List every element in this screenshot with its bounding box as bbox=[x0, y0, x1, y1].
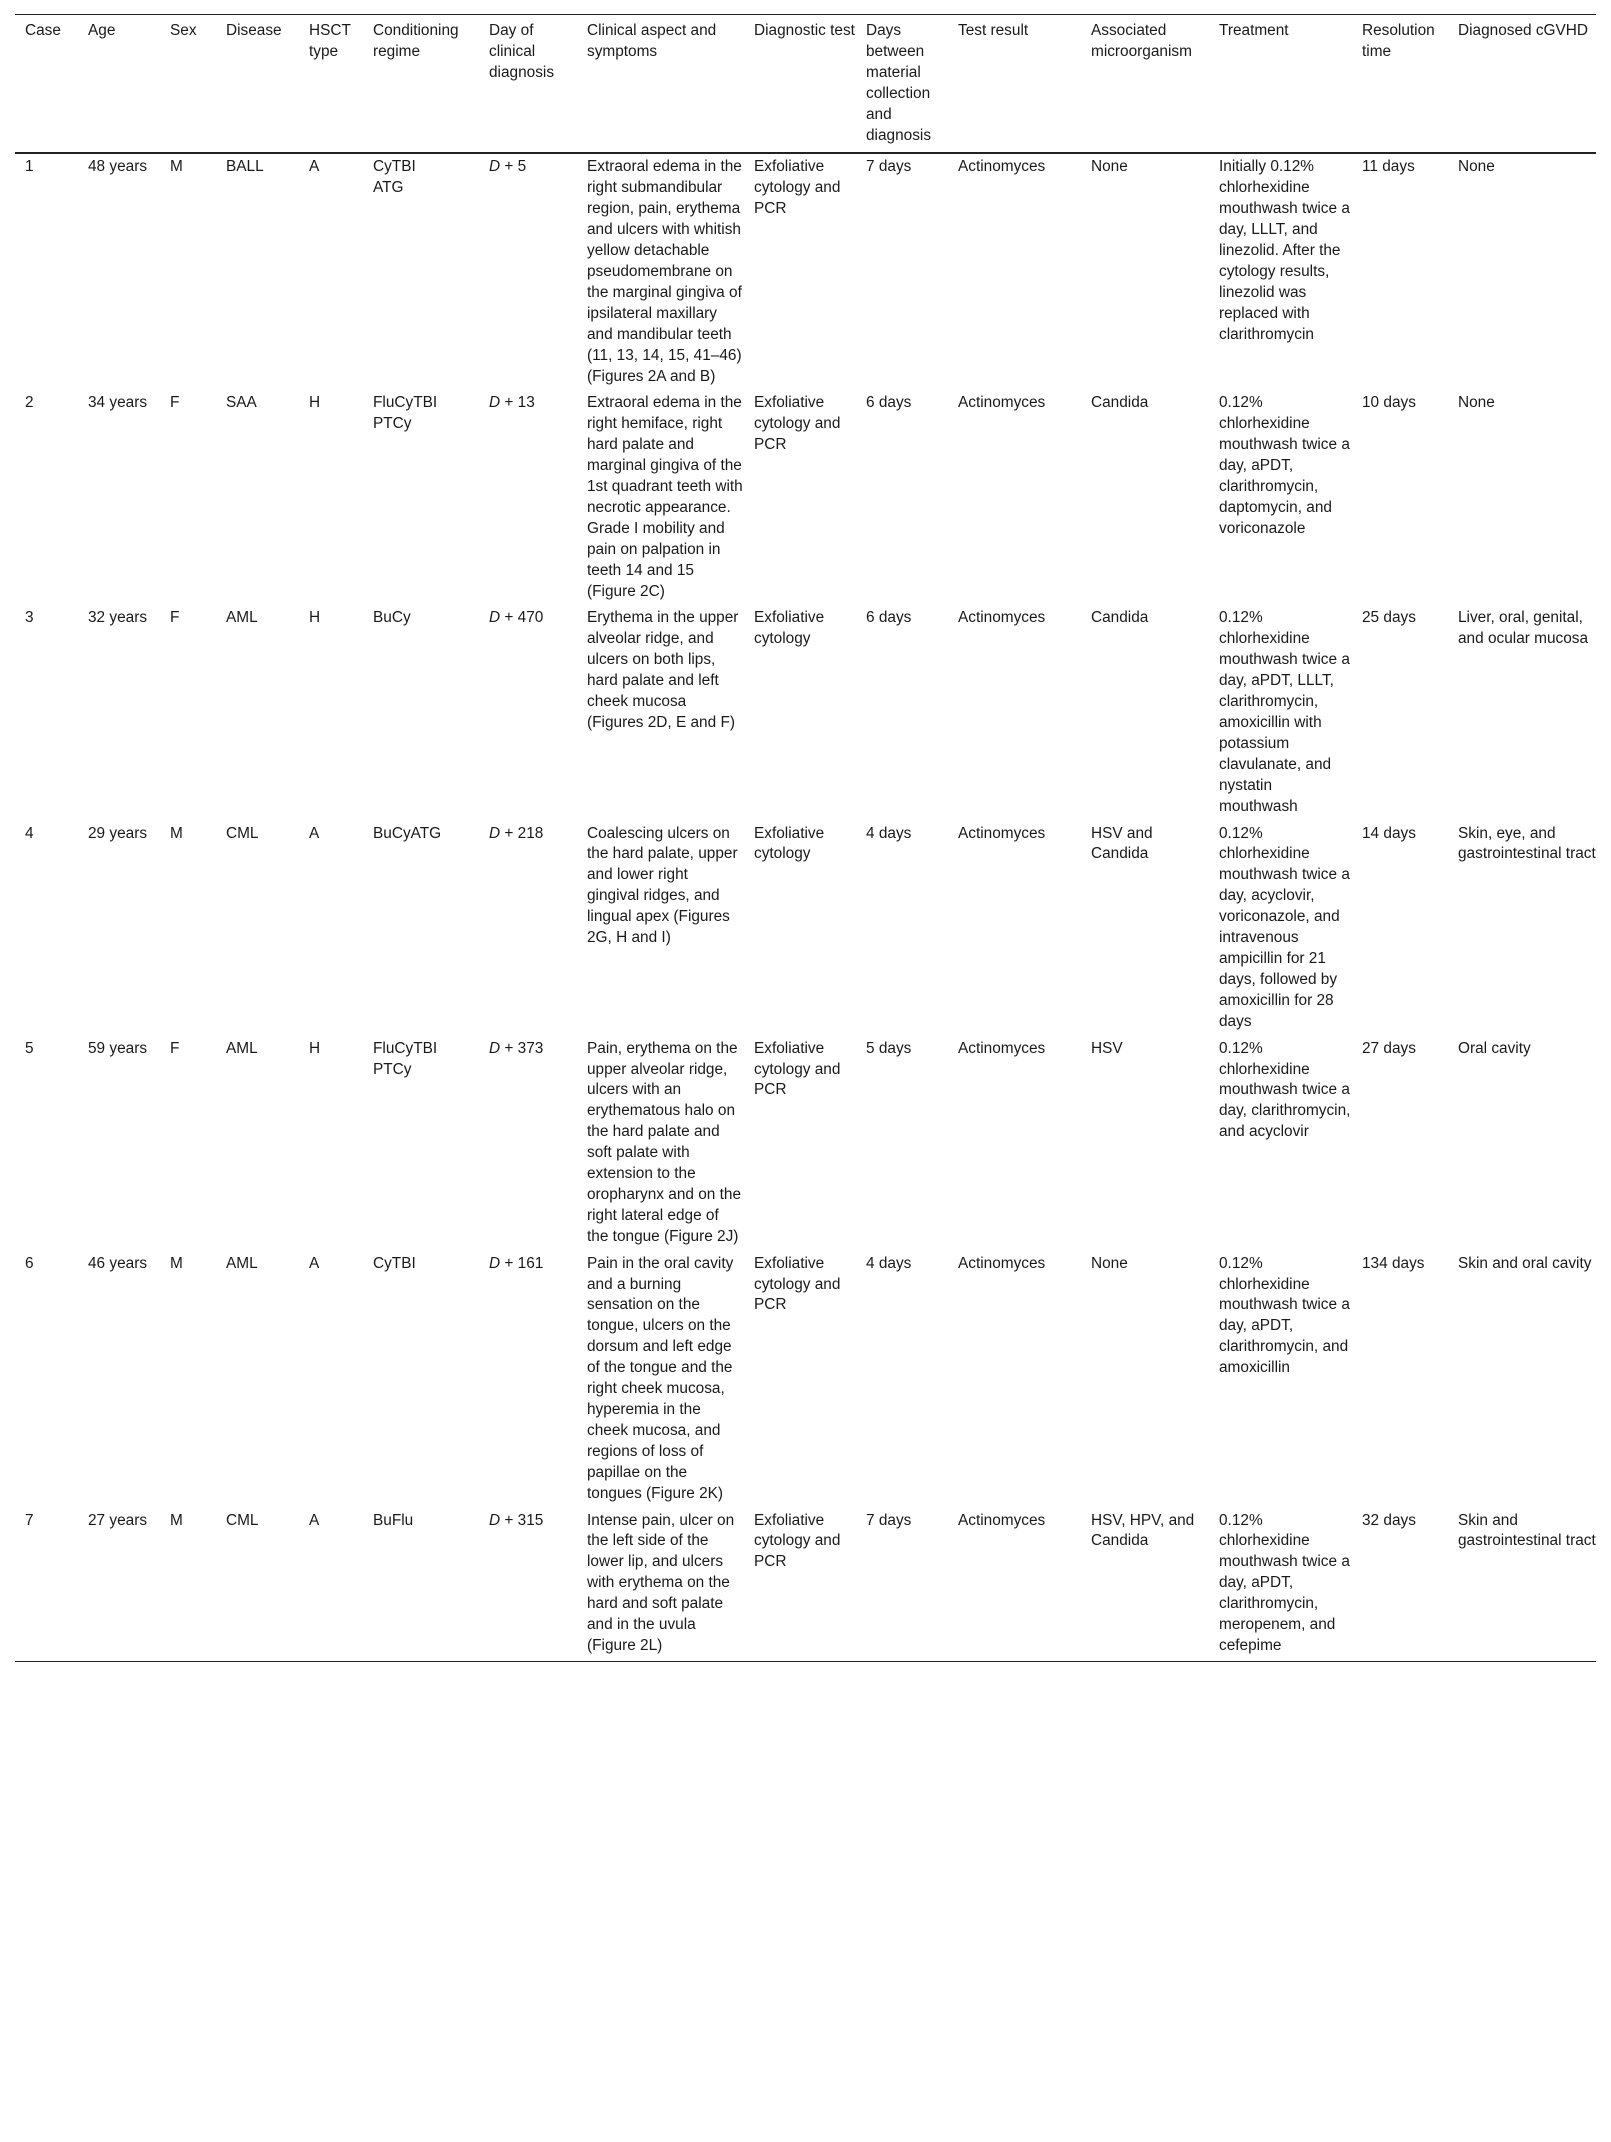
cell-days-between: 6 days bbox=[866, 394, 912, 412]
cell-case: 2 bbox=[25, 394, 34, 412]
day-value: + 5 bbox=[504, 158, 527, 176]
conditioning-regime-item: PTCy bbox=[373, 1060, 412, 1078]
cell-disease: CML bbox=[226, 824, 259, 842]
cell-day-of-clinical-diagnosis bbox=[479, 391, 577, 606]
day-prefix: D bbox=[489, 1039, 501, 1057]
cell-sex: M bbox=[170, 158, 183, 176]
table-body bbox=[15, 153, 1596, 1661]
cell-case: 3 bbox=[25, 609, 34, 627]
cell-diagnostic-test: Exfoliative cytology bbox=[754, 609, 825, 648]
cell-resolution-time: 25 days bbox=[1362, 609, 1416, 627]
cell-clinical-aspect: Erythema in the upper alveolar ridge, and ulcers on both lips, hard palate and left cheek mucosa (Figures 2D, E and F) bbox=[587, 609, 739, 731]
cell-associated-microorganism: HSV and Candida bbox=[1091, 824, 1153, 863]
cell-hsct-type: A bbox=[309, 824, 320, 842]
cell-clinical-aspect: Pain, erythema on the upper alveolar ridge, ulcers with an erythematous halo on the hard palate and soft palate with extension to the oropharynx and on the right lateral edge of the tongue (Figure 2J) bbox=[587, 1039, 742, 1245]
cell-disease: SAA bbox=[226, 394, 257, 412]
conditioning-regime-item: CyTBI bbox=[373, 158, 416, 176]
day-prefix: D bbox=[489, 1511, 501, 1529]
clinical-cases-table-container bbox=[15, 14, 1596, 1662]
column-header-associated-microorganism: Associated microorganism bbox=[1081, 15, 1209, 153]
cell-resolution-time: 11 days bbox=[1362, 158, 1415, 176]
cell-age: 59 years bbox=[88, 1039, 148, 1057]
cell-sex: M bbox=[170, 1254, 183, 1272]
cell-age: 27 years bbox=[78, 1509, 160, 1662]
cell-diagnostic-test: Exfoliative cytology and PCR bbox=[754, 1039, 841, 1099]
cell-diagnostic-test: Exfoliative cytology and PCR bbox=[754, 394, 841, 454]
table-row bbox=[15, 1509, 1596, 1662]
cell-days-between: 6 days bbox=[866, 609, 912, 627]
cell-associated-microorganism: Candida bbox=[1091, 609, 1149, 627]
cell-treatment: 0.12% chlorhexidine mouthwash twice a day, clarithromycin, and acyclovir bbox=[1219, 1039, 1351, 1141]
cell-age: 48 years bbox=[88, 158, 148, 176]
cell-clinical-aspect: Intense pain, ulcer on the left side of the lower lip, and ulcers with erythema on the hard and soft palate and in the uvula (Figure 2L) bbox=[577, 1509, 744, 1662]
column-header-hsct-type: HSCT type bbox=[299, 15, 363, 153]
cell-diagnosed-cgvhd: Oral cavity bbox=[1458, 1039, 1531, 1057]
cell-resolution-time: 32 days bbox=[1352, 1509, 1448, 1662]
cell-conditioning-regime bbox=[363, 153, 479, 391]
cell-case: 5 bbox=[25, 1039, 34, 1057]
cell-diagnosed-cgvhd: Skin, eye, and gastrointestinal tract bbox=[1458, 824, 1596, 863]
table-header-row bbox=[15, 15, 1596, 153]
cell-disease: CML bbox=[216, 1509, 299, 1662]
conditioning-regime-item: PTCy bbox=[373, 415, 412, 433]
column-header-resolution-time: Resolution time bbox=[1352, 15, 1448, 153]
cell-associated-microorganism: None bbox=[1091, 158, 1128, 176]
day-prefix: D bbox=[489, 824, 501, 842]
day-value: + 161 bbox=[504, 1254, 544, 1272]
cell-associated-microorganism: HSV, HPV, and Candida bbox=[1081, 1509, 1209, 1662]
cell-hsct-type: H bbox=[309, 609, 321, 627]
day-prefix: D bbox=[489, 394, 501, 412]
cell-diagnosed-cgvhd: Skin and oral cavity bbox=[1458, 1254, 1592, 1272]
conditioning-regime-item: FluCyTBI bbox=[373, 394, 438, 412]
column-header-diagnosed-cgvhd: Diagnosed cGVHD bbox=[1448, 15, 1596, 153]
table-row bbox=[15, 1252, 1596, 1509]
cell-resolution-time: 27 days bbox=[1362, 1039, 1416, 1057]
conditioning-regime-item: CyTBI bbox=[373, 1254, 416, 1272]
table-row bbox=[15, 822, 1596, 1037]
cell-diagnosed-cgvhd: Skin and gastrointestinal tract bbox=[1448, 1509, 1596, 1662]
cell-test-result: Actinomyces bbox=[958, 1254, 1046, 1272]
cell-clinical-aspect: Coalescing ulcers on the hard palate, upper and lower right gingival ridges, and lingual apex (Figures 2G, H and I) bbox=[587, 824, 738, 947]
cell-disease: BALL bbox=[226, 158, 264, 176]
cell-day-of-clinical-diagnosis bbox=[479, 1037, 577, 1252]
cell-treatment: 0.12% chlorhexidine mouthwash twice a day, aPDT, clarithromycin, daptomycin, and voriconazole bbox=[1219, 394, 1350, 537]
cell-diagnosed-cgvhd: None bbox=[1458, 158, 1495, 176]
conditioning-regime-item: BuCy bbox=[373, 609, 411, 627]
cell-conditioning-regime bbox=[363, 606, 479, 821]
conditioning-regime-item: BuCyATG bbox=[373, 824, 442, 842]
cell-disease: AML bbox=[226, 609, 258, 627]
column-header-day-of-clinical-diagnosis: Day of clinical diagnosis bbox=[479, 15, 577, 153]
cell-hsct-type: H bbox=[309, 1039, 321, 1057]
cell-days-between: 7 days bbox=[866, 158, 912, 176]
cell-diagnosed-cgvhd: None bbox=[1458, 394, 1495, 412]
cell-conditioning-regime bbox=[363, 1037, 479, 1252]
cell-diagnostic-test: Exfoliative cytology and PCR bbox=[754, 1254, 841, 1314]
cell-diagnosed-cgvhd: Liver, oral, genital, and ocular mucosa bbox=[1458, 609, 1589, 648]
column-header-case: Case bbox=[15, 15, 78, 153]
cell-test-result: Actinomyces bbox=[958, 158, 1046, 176]
cell-test-result: Actinomyces bbox=[958, 609, 1046, 627]
cell-hsct-type: A bbox=[309, 1254, 320, 1272]
column-header-days-between: Days between material collection and diagnosis bbox=[856, 15, 948, 153]
cell-resolution-time: 10 days bbox=[1362, 394, 1416, 412]
cell-clinical-aspect: Extraoral edema in the right submandibular region, pain, erythema and ulcers with whitish yellow detachable pseudomembrane on the marginal gingiva of ipsilateral maxillary and mandibular teeth (11, 13, 14, 15, 41–46) (Figures 2A and B) bbox=[587, 158, 742, 385]
column-header-sex: Sex bbox=[160, 15, 216, 153]
cell-days-between: 4 days bbox=[866, 824, 912, 842]
cell-test-result: Actinomyces bbox=[958, 394, 1046, 412]
conditioning-regime-item: BuFlu bbox=[373, 1511, 414, 1529]
cell-associated-microorganism: None bbox=[1091, 1254, 1128, 1272]
column-header-conditioning-regime: Conditioning regime bbox=[363, 15, 479, 153]
cell-day-of-clinical-diagnosis bbox=[479, 1252, 577, 1509]
day-value: + 373 bbox=[504, 1039, 544, 1057]
cell-hsct-type: A bbox=[309, 158, 320, 176]
cell-sex: M bbox=[160, 1509, 216, 1662]
day-prefix: D bbox=[489, 158, 501, 176]
column-header-age: Age bbox=[78, 15, 160, 153]
cell-disease: AML bbox=[226, 1039, 258, 1057]
table-row bbox=[15, 1037, 1596, 1252]
table-row bbox=[15, 606, 1596, 821]
cell-conditioning-regime bbox=[363, 391, 479, 606]
column-header-disease: Disease bbox=[216, 15, 299, 153]
table-row bbox=[15, 391, 1596, 606]
cell-sex: M bbox=[170, 824, 183, 842]
cell-age: 32 years bbox=[88, 609, 148, 627]
table-row bbox=[15, 153, 1596, 391]
cell-resolution-time: 134 days bbox=[1362, 1254, 1425, 1272]
day-prefix: D bbox=[489, 1254, 501, 1272]
day-value: + 218 bbox=[504, 824, 544, 842]
cell-day-of-clinical-diagnosis bbox=[479, 153, 577, 391]
cell-resolution-time: 14 days bbox=[1362, 824, 1416, 842]
cell-treatment: 0.12% chlorhexidine mouthwash twice a day, aPDT, clarithromycin, meropenem, and cefepime bbox=[1209, 1509, 1352, 1662]
conditioning-regime-item: ATG bbox=[373, 179, 404, 197]
cell-day-of-clinical-diagnosis bbox=[479, 822, 577, 1037]
cell-sex: F bbox=[170, 609, 180, 627]
cell-conditioning-regime bbox=[363, 1509, 479, 1662]
cell-treatment: 0.12% chlorhexidine mouthwash twice a day, acyclovir, voriconazole, and intravenous ampicillin for 21 days, followed by amoxicillin for 28 days bbox=[1219, 824, 1350, 1030]
cell-associated-microorganism: Candida bbox=[1091, 394, 1149, 412]
cell-case: 6 bbox=[25, 1254, 34, 1272]
day-value: + 315 bbox=[504, 1511, 544, 1529]
day-prefix: D bbox=[489, 609, 501, 627]
cell-associated-microorganism: HSV bbox=[1091, 1039, 1123, 1057]
cell-test-result: Actinomyces bbox=[958, 824, 1046, 842]
cell-treatment: 0.12% chlorhexidine mouthwash twice a day, aPDT, LLLT, clarithromycin, amoxicillin with potassium clavulanate, and nystatin mouthwash bbox=[1219, 609, 1350, 815]
cell-age: 29 years bbox=[88, 824, 148, 842]
cell-test-result: Actinomyces bbox=[948, 1509, 1081, 1662]
cell-disease: AML bbox=[226, 1254, 258, 1272]
cell-test-result: Actinomyces bbox=[958, 1039, 1046, 1057]
conditioning-regime-item: FluCyTBI bbox=[373, 1039, 438, 1057]
column-header-clinical-aspect: Clinical aspect and symptoms bbox=[577, 15, 744, 153]
column-header-treatment: Treatment bbox=[1209, 15, 1352, 153]
cell-days-between: 7 days bbox=[856, 1509, 948, 1662]
cell-treatment: 0.12% chlorhexidine mouthwash twice a day, aPDT, clarithromycin, and amoxicillin bbox=[1219, 1254, 1350, 1377]
cell-treatment: Initially 0.12% chlorhexidine mouthwash twice a day, LLLT, and linezolid. After the cytology results, linezolid was replaced with clarithromycin bbox=[1219, 158, 1350, 343]
cell-case: 4 bbox=[25, 824, 34, 842]
cell-diagnostic-test: Exfoliative cytology bbox=[754, 824, 825, 863]
cell-age: 34 years bbox=[88, 394, 148, 412]
column-header-diagnostic-test: Diagnostic test bbox=[744, 15, 856, 153]
cell-case: 1 bbox=[25, 158, 34, 176]
cell-hsct-type: H bbox=[309, 394, 321, 412]
cell-hsct-type: A bbox=[299, 1509, 363, 1662]
cell-case: 7 bbox=[15, 1509, 78, 1662]
cell-days-between: 4 days bbox=[866, 1254, 912, 1272]
cell-day-of-clinical-diagnosis bbox=[479, 606, 577, 821]
day-value: + 470 bbox=[504, 609, 544, 627]
cell-clinical-aspect: Pain in the oral cavity and a burning sensation on the tongue, ulcers on the dorsum and left edge of the tongue and the right cheek mucosa, hyperemia in the cheek mucosa, and regions of loss of papillae on the tongues (Figure 2K) bbox=[587, 1254, 734, 1502]
column-header-test-result: Test result bbox=[948, 15, 1081, 153]
cell-sex: F bbox=[170, 394, 180, 412]
cell-clinical-aspect: Extraoral edema in the right hemiface, right hard palate and marginal gingiva of the 1st quadrant teeth with necrotic appearance. Grade I mobility and pain on palpation in teeth 14 and 15 (Figure 2C) bbox=[587, 394, 743, 600]
clinical-cases-table bbox=[15, 15, 1596, 1662]
cell-diagnostic-test: Exfoliative cytology and PCR bbox=[754, 158, 841, 218]
cell-day-of-clinical-diagnosis bbox=[479, 1509, 577, 1662]
cell-diagnostic-test: Exfoliative cytology and PCR bbox=[744, 1509, 856, 1662]
cell-sex: F bbox=[170, 1039, 180, 1057]
cell-age: 46 years bbox=[88, 1254, 148, 1272]
cell-conditioning-regime bbox=[363, 1252, 479, 1509]
cell-conditioning-regime bbox=[363, 822, 479, 1037]
cell-days-between: 5 days bbox=[866, 1039, 912, 1057]
day-value: + 13 bbox=[504, 394, 535, 412]
